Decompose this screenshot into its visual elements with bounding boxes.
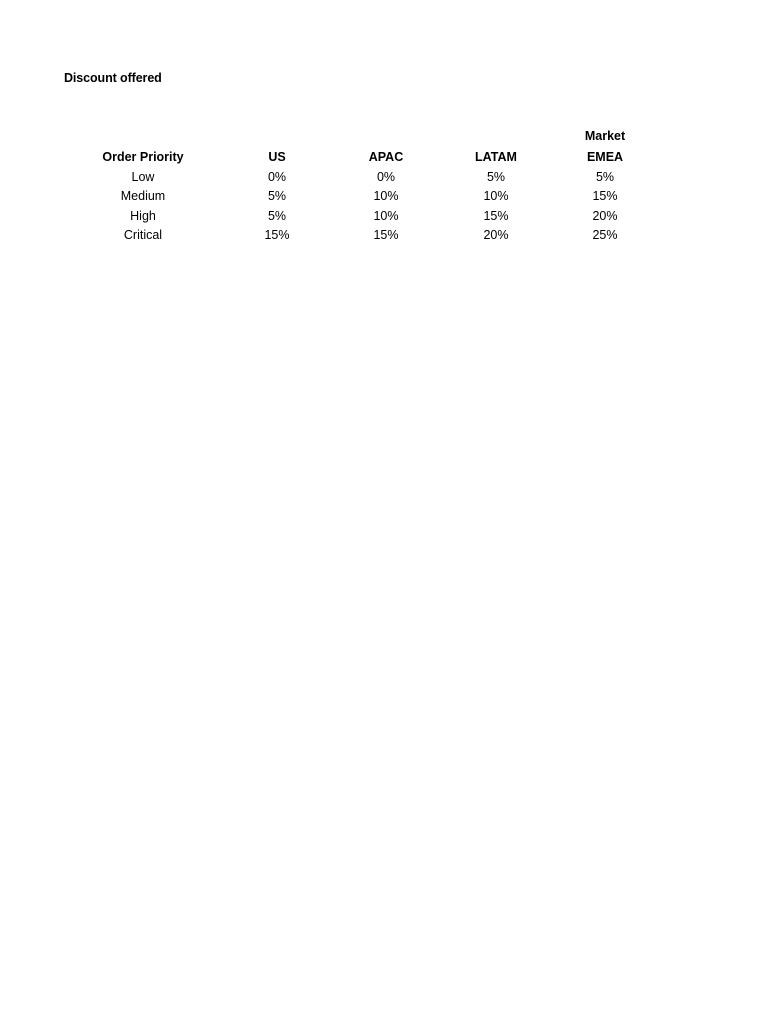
header-order-priority: Order Priority — [102, 150, 184, 164]
market-group-header: Market — [584, 129, 626, 143]
table-cell: 10% — [373, 208, 399, 223]
table-cell: 5% — [486, 169, 506, 184]
table-cell: 15% — [483, 208, 509, 223]
column-order-priority — [93, 148, 193, 246]
table-cell: Low — [131, 169, 155, 184]
column-us — [227, 148, 327, 246]
table-cell: 15% — [373, 228, 399, 242]
table-cell: 10% — [483, 189, 509, 203]
header-apac: APAC — [368, 150, 404, 164]
column-apac — [336, 148, 436, 246]
header-us: US — [268, 150, 286, 164]
header-latam: LATAM — [475, 150, 517, 164]
table-cell: 20% — [592, 208, 618, 223]
page-title: Discount offered — [64, 71, 162, 85]
table-cell: 20% — [483, 228, 509, 242]
table-cell: 15% — [264, 228, 290, 242]
table-cell: High — [130, 208, 156, 223]
column-latam — [446, 148, 546, 246]
table-cell: 15% — [592, 189, 618, 203]
table-cell: 10% — [373, 189, 399, 203]
table-cell: 0% — [267, 169, 287, 184]
table-cell: 25% — [592, 228, 618, 242]
header-emea: EMEA — [586, 150, 624, 164]
table-cell: 5% — [267, 189, 287, 203]
table-cell: 5% — [595, 169, 615, 184]
table-cell: Critical — [123, 228, 163, 242]
column-emea — [555, 148, 655, 246]
table-cell: Medium — [120, 189, 166, 203]
table-cell: 5% — [267, 208, 287, 223]
table-cell: 0% — [376, 169, 396, 184]
